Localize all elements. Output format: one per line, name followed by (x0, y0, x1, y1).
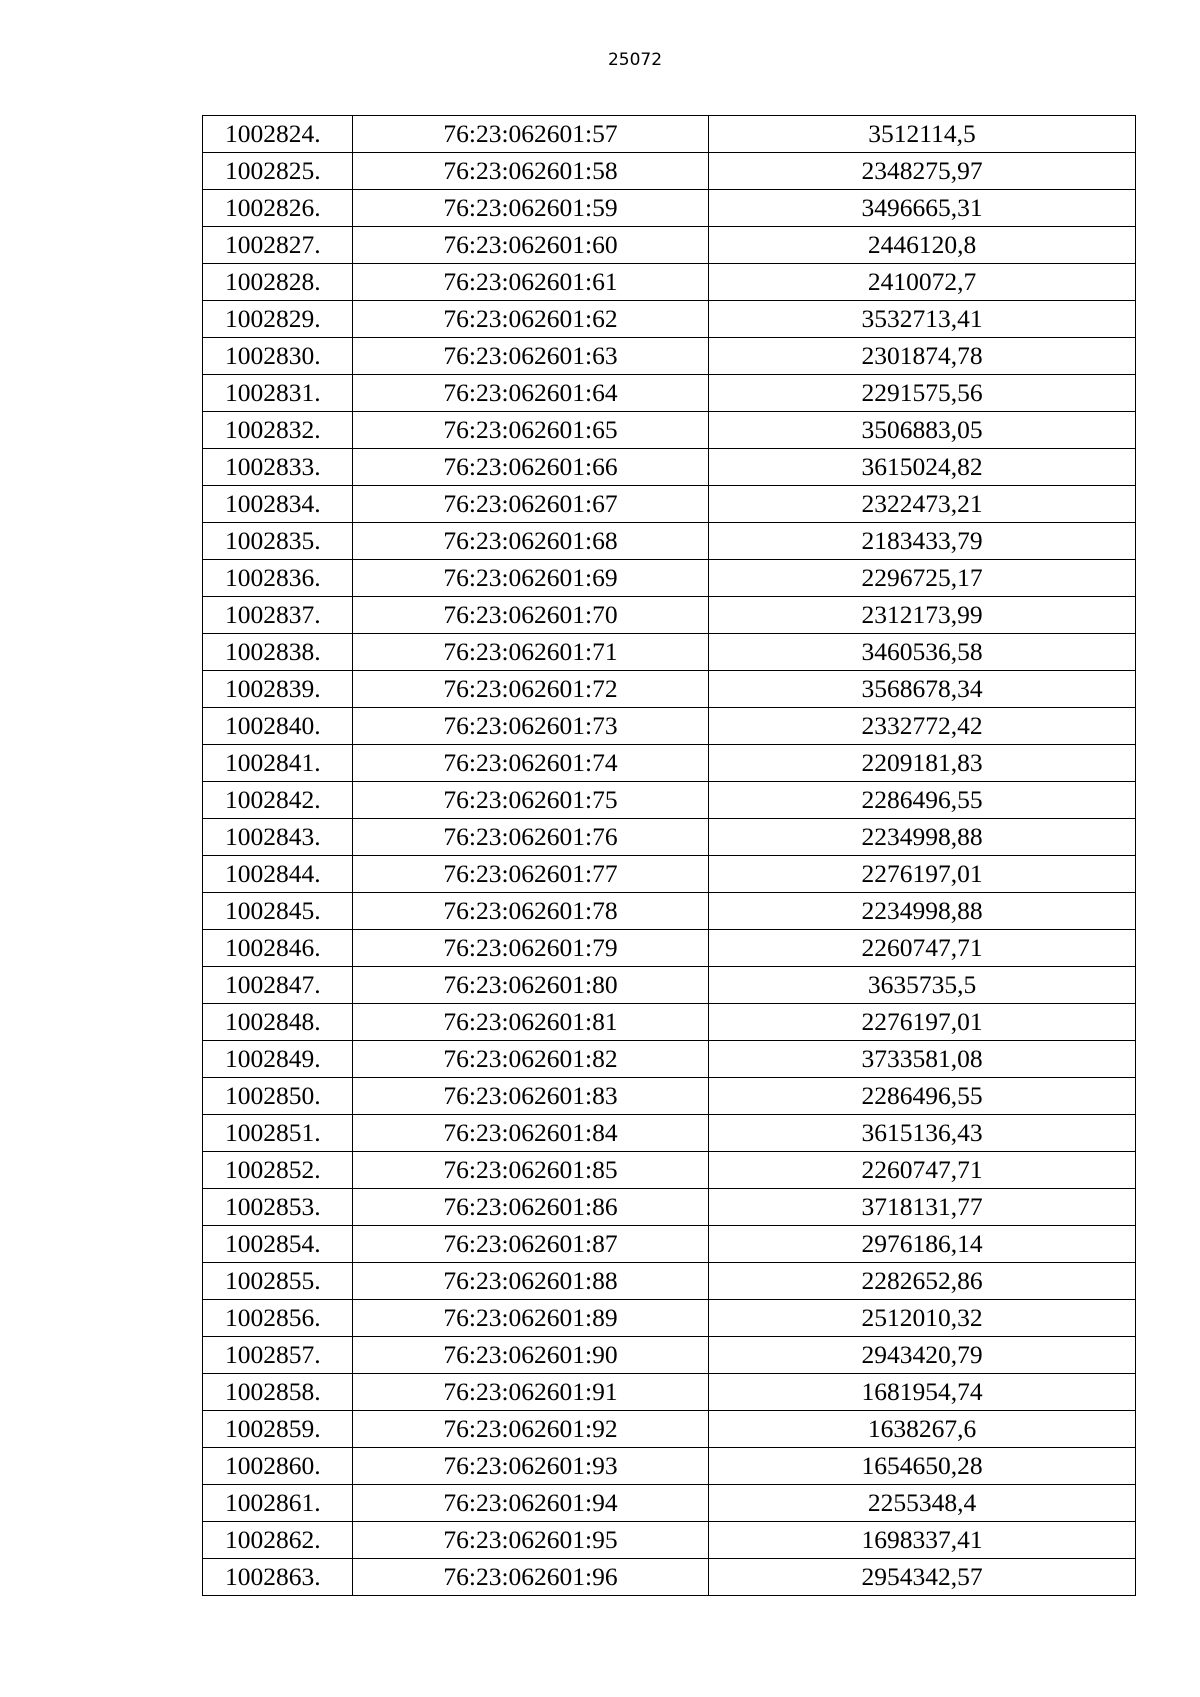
row-number-cell: 1002854. (203, 1226, 353, 1263)
cadastral-number-cell: 76:23:062601:69 (353, 560, 709, 597)
row-number-cell: 1002860. (203, 1448, 353, 1485)
cadastral-value-cell: 2260747,71 (709, 1152, 1136, 1189)
cadastral-value-cell: 3718131,77 (709, 1189, 1136, 1226)
table-row (203, 1485, 1136, 1522)
row-number-cell: 1002858. (203, 1374, 353, 1411)
page-number-text: 25072 (607, 50, 663, 70)
table-row (203, 449, 1136, 486)
cadastral-value-cell: 2276197,01 (709, 1004, 1136, 1041)
cadastral-value-cell: 2976186,14 (709, 1226, 1136, 1263)
table-row (203, 264, 1136, 301)
table-row (203, 1374, 1136, 1411)
cadastral-value-cell: 2286496,55 (709, 782, 1136, 819)
cadastral-value-cell: 3568678,34 (709, 671, 1136, 708)
cadastral-value-cell: 2348275,97 (709, 153, 1136, 190)
table-row (203, 819, 1136, 856)
cadastral-value-cell: 3460536,58 (709, 634, 1136, 671)
row-number-cell: 1002827. (203, 227, 353, 264)
table-row (203, 930, 1136, 967)
table-row (203, 116, 1136, 153)
cadastral-number-cell: 76:23:062601:68 (353, 523, 709, 560)
table-row (203, 560, 1136, 597)
cadastral-value-cell: 3615136,43 (709, 1115, 1136, 1152)
cadastral-value-cell: 2234998,88 (709, 819, 1136, 856)
cadastral-number-cell: 76:23:062601:81 (353, 1004, 709, 1041)
row-number-cell: 1002836. (203, 560, 353, 597)
cadastral-number-cell: 76:23:062601:89 (353, 1300, 709, 1337)
table-row (203, 1004, 1136, 1041)
cadastral-number-cell: 76:23:062601:62 (353, 301, 709, 338)
cadastral-value-cell: 3733581,08 (709, 1041, 1136, 1078)
cadastral-value-cell: 3506883,05 (709, 412, 1136, 449)
row-number-cell: 1002839. (203, 671, 353, 708)
row-number-cell: 1002831. (203, 375, 353, 412)
table-row (203, 1337, 1136, 1374)
cadastral-value-cell: 3532713,41 (709, 301, 1136, 338)
row-number-cell: 1002863. (203, 1559, 353, 1596)
cadastral-number-cell: 76:23:062601:92 (353, 1411, 709, 1448)
cadastral-number-cell: 76:23:062601:78 (353, 893, 709, 930)
row-number-cell: 1002857. (203, 1337, 353, 1374)
table-row (203, 1559, 1136, 1596)
table-row (203, 375, 1136, 412)
cadastral-number-cell: 76:23:062601:65 (353, 412, 709, 449)
cadastral-value-cell: 2446120,8 (709, 227, 1136, 264)
table-row (203, 1411, 1136, 1448)
cadastral-number-cell: 76:23:062601:86 (353, 1189, 709, 1226)
cadastral-number-cell: 76:23:062601:85 (353, 1152, 709, 1189)
table-row (203, 597, 1136, 634)
row-number-cell: 1002843. (203, 819, 353, 856)
table-row (203, 227, 1136, 264)
cadastral-number-cell: 76:23:062601:57 (353, 116, 709, 153)
row-number-cell: 1002828. (203, 264, 353, 301)
cadastral-value-cell: 2410072,7 (709, 264, 1136, 301)
cadastral-value-cell: 2954342,57 (709, 1559, 1136, 1596)
cadastral-number-cell: 76:23:062601:67 (353, 486, 709, 523)
row-number-cell: 1002832. (203, 412, 353, 449)
cadastral-value-cell: 2255348,4 (709, 1485, 1136, 1522)
cadastral-number-cell: 76:23:062601:93 (353, 1448, 709, 1485)
row-number-cell: 1002842. (203, 782, 353, 819)
cadastral-value-cell: 2260747,71 (709, 930, 1136, 967)
cadastral-value-cell: 1698337,41 (709, 1522, 1136, 1559)
table-row (203, 856, 1136, 893)
table-row (203, 1300, 1136, 1337)
cadastral-number-cell: 76:23:062601:66 (353, 449, 709, 486)
table-row (203, 1226, 1136, 1263)
table-row (203, 671, 1136, 708)
row-number-cell: 1002834. (203, 486, 353, 523)
cadastral-number-cell: 76:23:062601:60 (353, 227, 709, 264)
cadastral-number-cell: 76:23:062601:90 (353, 1337, 709, 1374)
row-number-cell: 1002852. (203, 1152, 353, 1189)
cadastral-number-cell: 76:23:062601:74 (353, 745, 709, 782)
cadastral-value-cell: 2286496,55 (709, 1078, 1136, 1115)
cadastral-number-cell: 76:23:062601:76 (353, 819, 709, 856)
table-row (203, 1152, 1136, 1189)
row-number-cell: 1002829. (203, 301, 353, 338)
cadastral-number-cell: 76:23:062601:79 (353, 930, 709, 967)
row-number-cell: 1002844. (203, 856, 353, 893)
row-number-cell: 1002838. (203, 634, 353, 671)
cadastral-value-cell: 2234998,88 (709, 893, 1136, 930)
row-number-cell: 1002847. (203, 967, 353, 1004)
cadastral-value-cell: 2183433,79 (709, 523, 1136, 560)
table-row (203, 1263, 1136, 1300)
cadastral-value-cell: 3615024,82 (709, 449, 1136, 486)
cadastral-number-cell: 76:23:062601:88 (353, 1263, 709, 1300)
row-number-cell: 1002861. (203, 1485, 353, 1522)
table-row (203, 634, 1136, 671)
table-row (203, 338, 1136, 375)
row-number-cell: 1002840. (203, 708, 353, 745)
cadastral-number-cell: 76:23:062601:77 (353, 856, 709, 893)
row-number-cell: 1002851. (203, 1115, 353, 1152)
row-number-cell: 1002848. (203, 1004, 353, 1041)
cadastral-number-cell: 76:23:062601:82 (353, 1041, 709, 1078)
table-row (203, 708, 1136, 745)
table-row (203, 893, 1136, 930)
row-number-cell: 1002853. (203, 1189, 353, 1226)
page-number (75, 50, 1200, 70)
cadastral-value-cell: 1681954,74 (709, 1374, 1136, 1411)
cadastral-number-cell: 76:23:062601:84 (353, 1115, 709, 1152)
cadastral-number-cell: 76:23:062601:73 (353, 708, 709, 745)
row-number-cell: 1002825. (203, 153, 353, 190)
cadastral-value-cell: 1638267,6 (709, 1411, 1136, 1448)
cadastral-value-cell: 3496665,31 (709, 190, 1136, 227)
cadastral-number-cell: 76:23:062601:96 (353, 1559, 709, 1596)
cadastral-value-cell: 2512010,32 (709, 1300, 1136, 1337)
cadastral-value-cell: 2322473,21 (709, 486, 1136, 523)
cadastral-value-cell: 2301874,78 (709, 338, 1136, 375)
cadastral-number-cell: 76:23:062601:64 (353, 375, 709, 412)
table-row (203, 301, 1136, 338)
table-row (203, 1041, 1136, 1078)
row-number-cell: 1002859. (203, 1411, 353, 1448)
table-row (203, 1448, 1136, 1485)
cadastral-number-cell: 76:23:062601:75 (353, 782, 709, 819)
row-number-cell: 1002849. (203, 1041, 353, 1078)
table-row (203, 153, 1136, 190)
table-row (203, 523, 1136, 560)
cadastral-value-cell: 2943420,79 (709, 1337, 1136, 1374)
table-row (203, 1078, 1136, 1115)
cadastral-number-cell: 76:23:062601:61 (353, 264, 709, 301)
row-number-cell: 1002835. (203, 523, 353, 560)
row-number-cell: 1002855. (203, 1263, 353, 1300)
cadastral-value-cell: 2291575,56 (709, 375, 1136, 412)
cadastral-value-table (202, 115, 1136, 1596)
row-number-cell: 1002824. (203, 116, 353, 153)
cadastral-number-cell: 76:23:062601:94 (353, 1485, 709, 1522)
cadastral-number-cell: 76:23:062601:95 (353, 1522, 709, 1559)
cadastral-value-cell: 2332772,42 (709, 708, 1136, 745)
cadastral-number-cell: 76:23:062601:83 (353, 1078, 709, 1115)
cadastral-number-cell: 76:23:062601:91 (353, 1374, 709, 1411)
row-number-cell: 1002856. (203, 1300, 353, 1337)
cadastral-value-cell: 3635735,5 (709, 967, 1136, 1004)
row-number-cell: 1002846. (203, 930, 353, 967)
table-row (203, 190, 1136, 227)
cadastral-value-cell: 2282652,86 (709, 1263, 1136, 1300)
cadastral-number-cell: 76:23:062601:87 (353, 1226, 709, 1263)
table-row (203, 967, 1136, 1004)
table-row (203, 1522, 1136, 1559)
row-number-cell: 1002837. (203, 597, 353, 634)
table-row (203, 486, 1136, 523)
cadastral-number-cell: 76:23:062601:80 (353, 967, 709, 1004)
cadastral-number-cell: 76:23:062601:70 (353, 597, 709, 634)
table-body (203, 116, 1136, 1596)
table-row (203, 412, 1136, 449)
table-row (203, 745, 1136, 782)
cadastral-number-cell: 76:23:062601:72 (353, 671, 709, 708)
cadastral-number-cell: 76:23:062601:59 (353, 190, 709, 227)
table-row (203, 782, 1136, 819)
table-row (203, 1115, 1136, 1152)
row-number-cell: 1002826. (203, 190, 353, 227)
row-number-cell: 1002845. (203, 893, 353, 930)
row-number-cell: 1002833. (203, 449, 353, 486)
row-number-cell: 1002862. (203, 1522, 353, 1559)
cadastral-value-cell: 3512114,5 (709, 116, 1136, 153)
cadastral-value-cell: 2209181,83 (709, 745, 1136, 782)
row-number-cell: 1002841. (203, 745, 353, 782)
cadastral-value-cell: 2296725,17 (709, 560, 1136, 597)
row-number-cell: 1002830. (203, 338, 353, 375)
cadastral-number-cell: 76:23:062601:63 (353, 338, 709, 375)
cadastral-number-cell: 76:23:062601:58 (353, 153, 709, 190)
row-number-cell: 1002850. (203, 1078, 353, 1115)
cadastral-number-cell: 76:23:062601:71 (353, 634, 709, 671)
table-row (203, 1189, 1136, 1226)
cadastral-value-cell: 2312173,99 (709, 597, 1136, 634)
cadastral-value-cell: 2276197,01 (709, 856, 1136, 893)
cadastral-value-cell: 1654650,28 (709, 1448, 1136, 1485)
